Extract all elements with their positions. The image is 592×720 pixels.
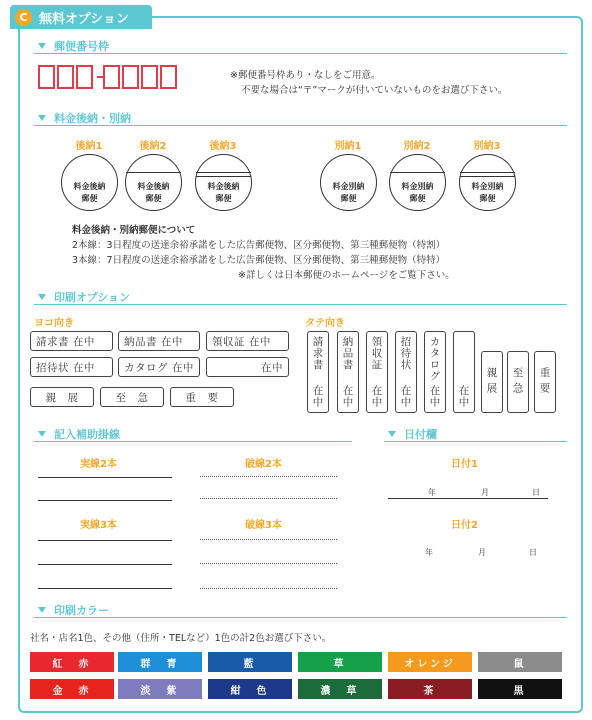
stamp-text-main: 料金後納 [73, 182, 106, 191]
vertical-option-4[interactable] [395, 331, 417, 413]
stamp-rule [196, 176, 251, 177]
horizontal-option-8[interactable]: 至 急 [100, 387, 164, 407]
horizontal-option-1[interactable]: 請求書 在中 [30, 331, 113, 351]
color-swatch-5[interactable]: オレンジ [388, 652, 472, 672]
date1-day: 日 [532, 488, 540, 497]
vertical-short-text: 重要 [538, 366, 551, 398]
postal-box [103, 65, 120, 89]
stamp-text-main: 料金後納 [137, 182, 170, 191]
color-swatch-11[interactable]: 茶 [388, 679, 472, 699]
stamp-text-main: 料金別納 [401, 182, 434, 191]
dotted-line [200, 563, 337, 564]
dotted-line [200, 588, 337, 589]
solid-line [38, 540, 172, 541]
color-swatch-3[interactable]: 藍 [208, 652, 292, 672]
section-letter-badge: C [15, 9, 32, 26]
color-heading [34, 602, 567, 618]
vertical-option-2[interactable] [337, 331, 359, 413]
postal-box [141, 65, 158, 89]
date2-label: 日付2 [451, 520, 478, 531]
fee-heading-text: 料金後納・別納 [54, 112, 131, 125]
stamp-betsunou-1[interactable] [320, 154, 377, 211]
postal-heading [34, 38, 567, 54]
guide-heading [34, 426, 352, 442]
color-heading-text: 印刷カラー [54, 604, 109, 617]
vertical-short-option-3[interactable] [534, 351, 556, 413]
triangle-down-icon [38, 294, 46, 300]
triangle-down-icon [38, 115, 46, 121]
dotted2-label: 破線2本 [245, 459, 282, 470]
vertical-option-5[interactable] [424, 331, 446, 413]
color-note: 社名・店名1色、その他（住所・TELなど）1色の計2色お選び下さい。 [30, 633, 332, 644]
stamp-text-main: 料金後納 [207, 182, 240, 191]
stamp-label: 後納1 [75, 141, 103, 152]
color-swatch-4[interactable]: 草 [298, 652, 382, 672]
date1-month: 月 [481, 488, 489, 497]
vertical-option-top: 請求書 [311, 336, 324, 371]
dotted-line [200, 498, 337, 499]
horizontal-option-5[interactable]: カタログ 在中 [118, 357, 200, 377]
solid-line [38, 564, 172, 565]
stamp-text-sub: 郵便 [215, 194, 232, 203]
dotted-line [200, 539, 337, 540]
vertical-short-text: 親展 [485, 366, 498, 398]
vertical-option-6[interactable] [453, 331, 475, 413]
stamp-text-sub: 郵便 [340, 194, 357, 203]
triangle-down-icon [388, 431, 396, 437]
vertical-option-bottom: 在中 [370, 385, 383, 408]
stamp-rule [390, 172, 445, 173]
stamp-text-main: 料金別納 [332, 182, 365, 191]
stamp-konou-3[interactable] [195, 154, 252, 211]
horizontal-option-9[interactable]: 重 要 [170, 387, 234, 407]
color-swatch-2[interactable]: 群 青 [118, 652, 202, 672]
stamp-betsunou-3[interactable] [459, 154, 516, 211]
horizontal-option-2[interactable]: 納品書 在中 [118, 331, 200, 351]
stamp-konou-1[interactable] [61, 154, 118, 211]
horizontal-label: ヨコ向き [34, 318, 74, 329]
vertical-label: タテ向き [305, 318, 345, 329]
stamp-text-sub: 郵便 [409, 194, 426, 203]
vertical-option-top: 納品書 [341, 336, 354, 371]
color-swatch-1[interactable]: 紅 赤 [30, 652, 114, 672]
vertical-option-bottom: 在中 [311, 385, 324, 408]
stamp-betsunou-2[interactable] [389, 154, 446, 211]
postal-box [38, 65, 55, 89]
stamp-label: 後納2 [139, 141, 167, 152]
date1-line [388, 498, 548, 499]
stamp-rule [460, 172, 515, 173]
date2-month: 月 [478, 548, 486, 557]
vertical-option-1[interactable] [307, 331, 329, 413]
vertical-option-3[interactable] [366, 331, 388, 413]
date-heading [384, 426, 567, 442]
stamp-text-sub: 郵便 [81, 194, 98, 203]
print-option-heading-text: 印刷オプション [54, 291, 131, 304]
date1-label: 日付1 [451, 459, 478, 470]
postal-note-1: ※郵便番号枠あり・なしをご用意。 [230, 70, 381, 81]
stamp-label: 後納3 [209, 141, 237, 152]
vertical-option-top: 領収証 [370, 336, 383, 371]
vertical-option-bottom: 在中 [399, 385, 412, 408]
stamp-text-sub: 郵便 [479, 194, 496, 203]
date1-year: 年 [428, 488, 436, 497]
section-tab [10, 5, 152, 29]
solid3-label: 実線3本 [80, 520, 117, 531]
vertical-option-bottom: 在中 [457, 385, 470, 408]
postal-box [76, 65, 93, 89]
vertical-option-top: 招待状 [399, 336, 412, 371]
horizontal-option-4[interactable]: 招待状 在中 [30, 357, 113, 377]
stamp-text-sub: 郵便 [145, 194, 162, 203]
fee-about-line1: 2本線：3日程度の送達余裕承諾をした広告郵便物、区分郵便物、第三種郵便物（特割） [72, 240, 446, 251]
stamp-text-main: 料金別納 [471, 182, 504, 191]
horizontal-option-6[interactable]: 在中 [206, 357, 289, 377]
postal-box [122, 65, 139, 89]
stamp-konou-2[interactable] [125, 154, 182, 211]
vertical-option-bottom: 在中 [341, 385, 354, 408]
solid-line [38, 588, 172, 589]
date2-year: 年 [425, 548, 433, 557]
vertical-short-option-2[interactable] [507, 351, 529, 413]
fee-heading [34, 110, 567, 126]
postal-heading-text: 郵便番号枠 [54, 40, 109, 53]
postal-box [160, 65, 177, 89]
print-option-heading [34, 289, 567, 305]
solid-line [38, 500, 172, 501]
dotted3-label: 破線3本 [245, 520, 282, 531]
color-swatch-8[interactable]: 淡 紫 [118, 679, 202, 699]
stamp-rule [126, 172, 181, 173]
solid-line [38, 477, 172, 478]
horizontal-option-7[interactable]: 親 展 [30, 387, 94, 407]
color-swatch-10[interactable]: 濃 草 [298, 679, 382, 699]
dotted-line [200, 476, 337, 477]
date2-day: 日 [529, 548, 537, 557]
triangle-down-icon [38, 607, 46, 613]
stamp-label: 別納3 [473, 141, 501, 152]
fee-about-line2: 3本線：7日程度の送達余裕承諾をした広告郵便物、区分郵便物、第三種郵便物（特特） [72, 255, 446, 266]
fee-about-title: 料金後納・別納郵便について [72, 225, 196, 236]
color-swatch-12[interactable]: 黒 [478, 679, 562, 699]
fee-about-line3: ※詳しくは日本郵便のホームページをご覧下さい。 [238, 270, 455, 281]
stamp-label: 別納1 [334, 141, 362, 152]
vertical-option-top: カタログ [428, 336, 441, 382]
section-title: 無料オプション [39, 11, 129, 27]
stamp-rule [460, 176, 515, 177]
vertical-option-bottom: 在中 [428, 385, 441, 408]
triangle-down-icon [38, 43, 46, 49]
postal-box [57, 65, 74, 89]
guide-heading-text: 記入補助掛線 [54, 428, 120, 441]
vertical-short-text: 至急 [511, 366, 524, 398]
solid2-label: 実線2本 [80, 459, 117, 470]
vertical-short-option-1[interactable] [481, 351, 503, 413]
color-swatch-9[interactable]: 紺 色 [208, 679, 292, 699]
horizontal-option-3[interactable]: 領収証 在中 [206, 331, 289, 351]
color-swatch-7[interactable]: 金 赤 [30, 679, 114, 699]
stamp-rule [196, 172, 251, 173]
triangle-down-icon [38, 431, 46, 437]
stamp-label: 別納2 [403, 141, 431, 152]
date-heading-text: 日付欄 [404, 428, 437, 441]
postal-note-2: 不要な場合は“〒”マークが付いていないものをお選び下さい。 [241, 85, 508, 96]
color-swatch-6[interactable]: 鼠 [478, 652, 562, 672]
